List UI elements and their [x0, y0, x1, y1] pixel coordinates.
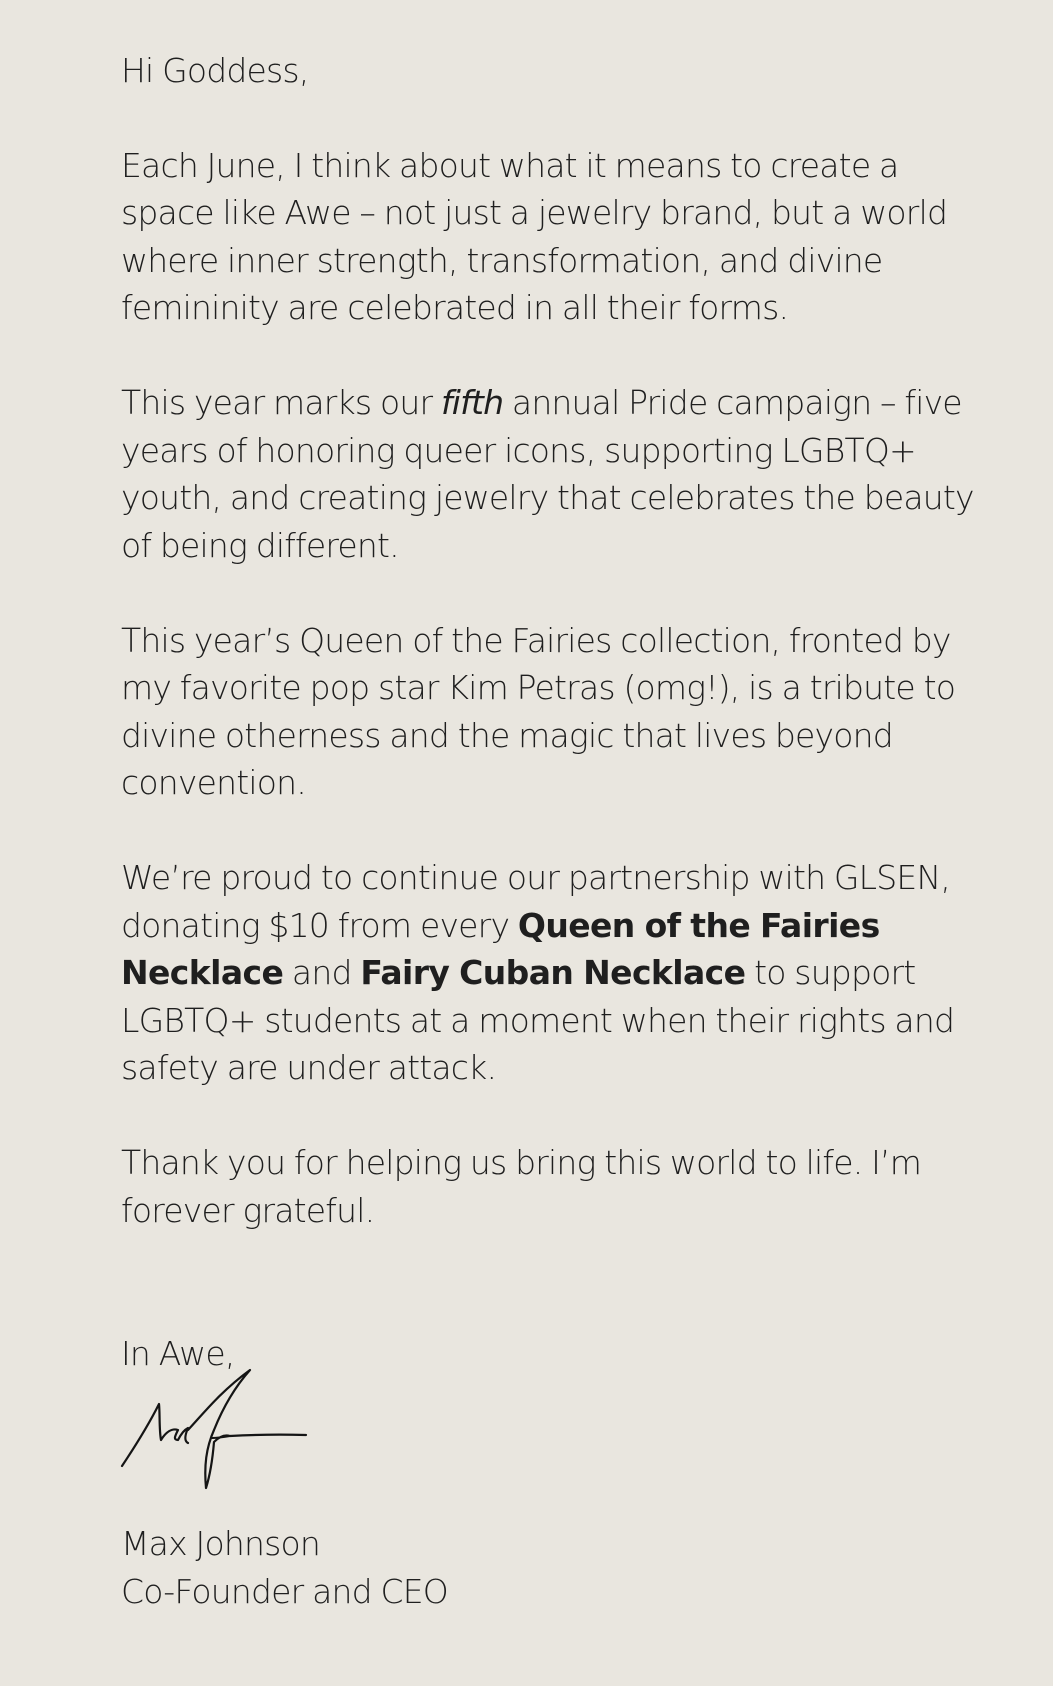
paragraph-pride-campaign [121, 379, 993, 569]
product-name: Queen of the Fairies Necklace [121, 905, 880, 992]
paragraph-collection: This year’s Queen of the Fairies collection, fronted by my favorite pop star Kim Petras (omg!), is a tribute to divine otherness and the magic that lives beyond convention. [121, 620, 956, 802]
greeting: Hi Goddess, [121, 51, 309, 90]
closing-text: In Awe, [121, 1334, 235, 1373]
paragraph-text: and [283, 953, 361, 992]
paragraph-text: annual Pride campaign – five years of honoring queer icons, supporting LGBTQ+ youth, and creating jewelry that celebrates the beauty of being different. [121, 383, 974, 565]
paragraph-intro: Each June, I think about what it means to create a space like Awe – not just a jewelry brand, but a world where inner strength, transformation, and divine femininity are celebrated in all their forms. [121, 145, 948, 327]
paragraph-thanks: Thank you for helping us bring this world to life. I’m forever grateful. [121, 1143, 922, 1230]
emphasis-text: fifth [440, 383, 504, 422]
handwritten-signature-icon [118, 1368, 308, 1490]
signer-name: Max Johnson [121, 1524, 320, 1563]
paragraph-text: We’re proud to continue our partnership with GLSEN, donating $10 from every [121, 858, 951, 945]
paragraph-partnership [121, 854, 993, 1092]
paragraph-text: to support LGBTQ+ students at a moment when their rights and safety are under attack. [121, 953, 955, 1087]
signer-block [121, 1520, 448, 1615]
product-name: Fairy Cuban Necklace [360, 953, 746, 992]
paragraph-text: This year marks our [121, 383, 441, 422]
signer-title: Co-Founder and CEO [121, 1571, 448, 1611]
